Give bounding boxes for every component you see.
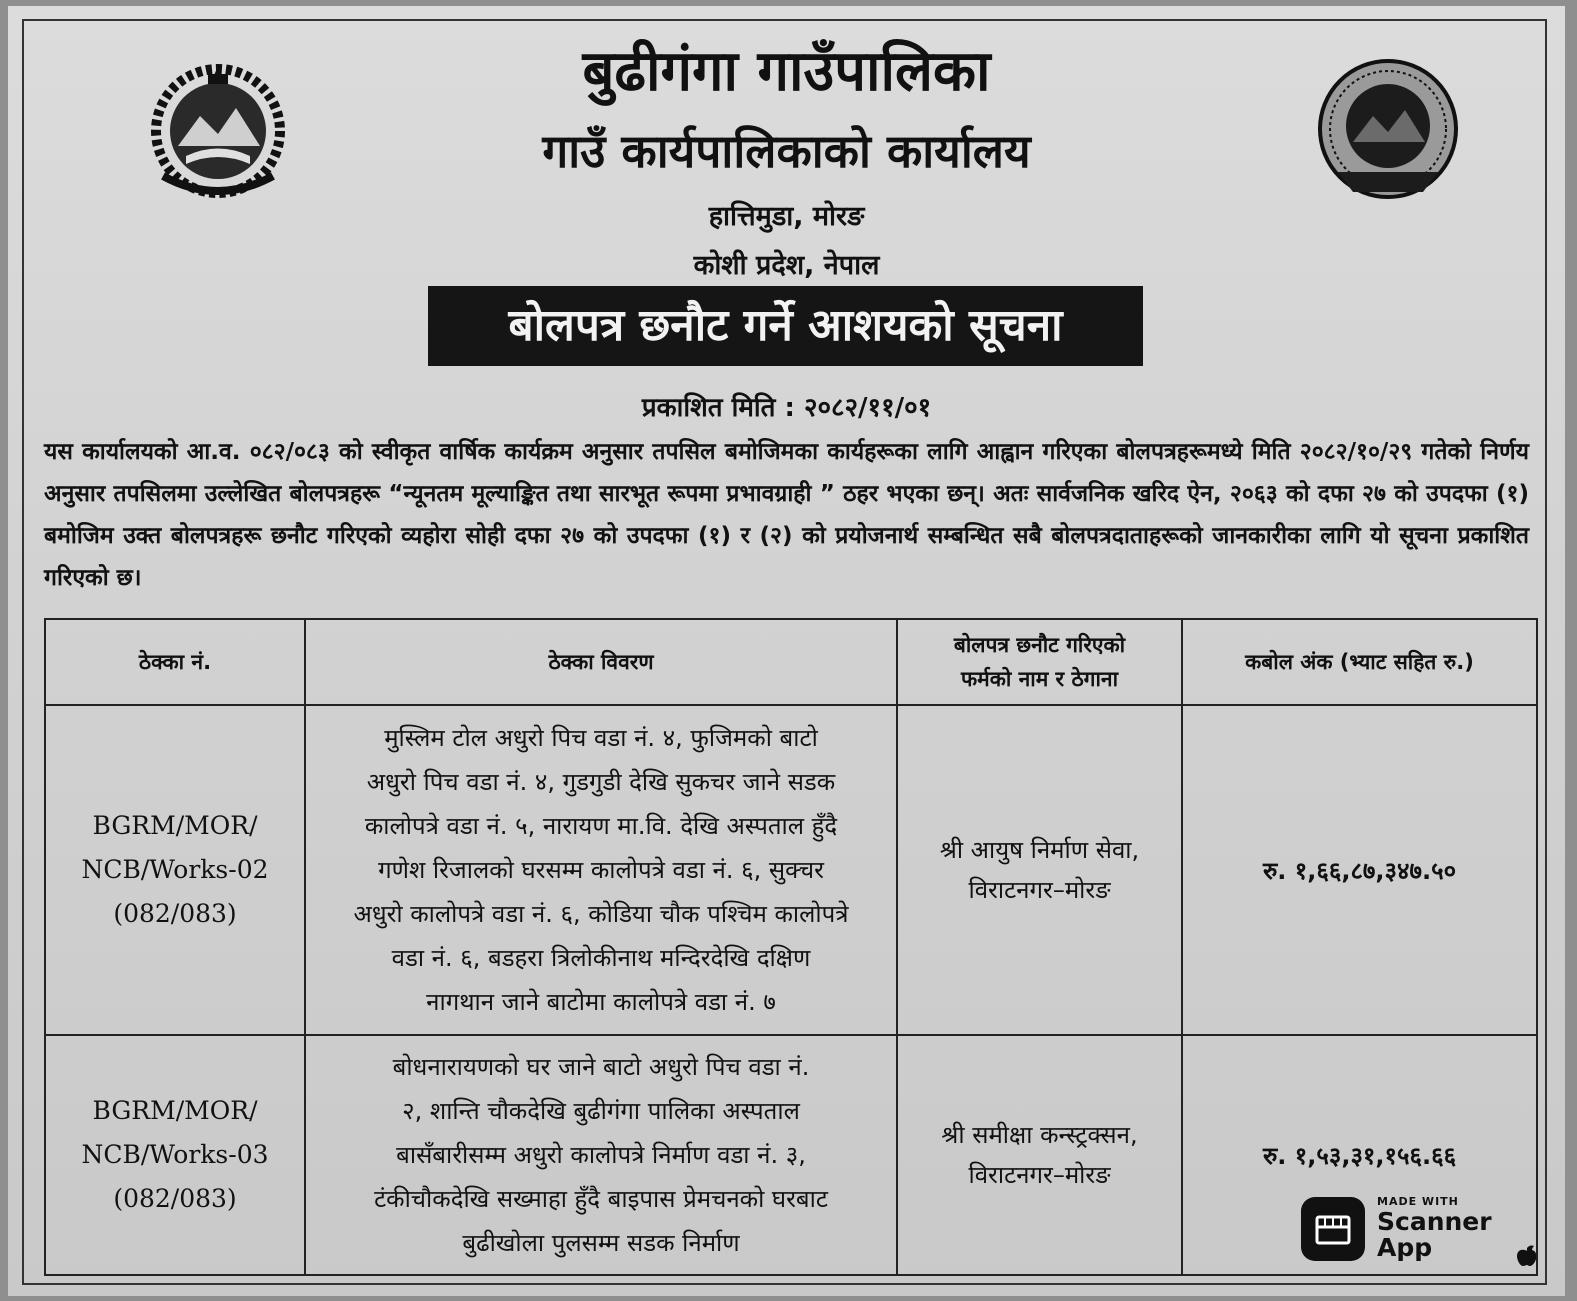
description-line: बोधनारायणको घर जाने बाटो अधुरो पिच वडा नं.	[392, 1053, 810, 1081]
contract-no-line: NCB/Works-02	[81, 855, 269, 884]
newspaper-clipping	[8, 6, 1565, 1296]
published-date: प्रकाशित मिति : २०८२/११/०१	[641, 393, 932, 423]
header-firm-line-2: फर्मको नाम र ठेगाना	[960, 667, 1119, 691]
scanner-app-watermark	[1291, 1191, 1561, 1271]
notice-title: बोलपत्र छनौट गर्ने आशयको सूचना	[428, 286, 1143, 366]
description-cell	[305, 705, 897, 1035]
description-line: अधुरो कालोपत्रे वडा नं. ६, कोडिया चौक पश्चिम कालोपत्रे	[353, 900, 849, 928]
header-firm	[897, 619, 1182, 705]
header-contract-no: ठेक्का नं.	[45, 619, 305, 705]
firm-name: श्री आयुष निर्माण सेवा,	[939, 836, 1140, 864]
description-line: २, शान्ति चौकदेखि बुढीगंगा पालिका अस्पताल	[402, 1097, 800, 1125]
description-line: नागथान जाने बाटोमा कालोपत्रे वडा नं. ७	[426, 988, 776, 1016]
header-description: ठेक्का विवरण	[305, 619, 897, 705]
contract-no-line: (082/083)	[113, 899, 237, 928]
contract-no-cell	[45, 1035, 305, 1275]
watermark-app-name	[1377, 1209, 1517, 1261]
notice-body: यस कार्यालयको आ.व. ०८२/०८३ को स्वीकृत वार्षिक कार्यक्रम अनुसार तपसिल बमोजिमका कार्यहरूका लागि आह्वान गरिएका बोलपत्रहरूमध्ये मिति २०८२/१०/२९ गतेको निर्णय अनुसार तपसिलमा उल्लेखित बोलपत्रहरू “न्यूनतम मूल्याङ्कित तथा सारभूत रूपमा प्रभावग्राही ” ठहर भएका छन्। अतः सार्वजनिक खरिद ऐन, २०६३ को दफा २७ को उपदफा (१) बमोजिम उक्त बोलपत्रहरू छनौट गरिएको व्यहोरा सोही दफा २७ को उपदफा (१) र (२) को प्रयोजनार्थ सम्बन्धित सबै बोलपत्रदाताहरूको जानकारीका लागि यो सूचना प्रकाशित गरिएको छ।	[44, 439, 1529, 591]
description-line: गणेश रिजालको घरसम्म कालोपत्रे वडा नं. ६, सुक्चर	[378, 856, 824, 884]
scanner-app-icon	[1301, 1197, 1365, 1261]
table-header-row	[45, 619, 1537, 705]
firm-address: विराटनगर–मोरङ	[968, 876, 1111, 904]
watermark-line-2: App	[1377, 1233, 1433, 1262]
municipality-name: बुढीगंगा गाउँपालिका	[582, 39, 991, 104]
description-line: बासँबारीसम्म अधुरो कालोपत्रे निर्माण वडा नं. ३,	[396, 1141, 806, 1169]
firm-address: विराटनगर–मोरङ	[968, 1161, 1111, 1189]
description-line: वडा नं. ६, बडहरा त्रिलोकीनाथ मन्दिरदेखि दक्षिण	[391, 944, 811, 972]
description-line: मुस्लिम टोल अधुरो पिच वडा नं. ४, फुजिमको बाटो	[384, 724, 818, 752]
description-line: बुढीखोला पुलसम्म सडक निर्माण	[462, 1229, 740, 1257]
firm-name: श्री समीक्षा कन्स्ट्रक्सन,	[941, 1121, 1138, 1149]
firm-cell	[897, 705, 1182, 1035]
address-line-2: कोशी प्रदेश, नेपाल	[693, 250, 880, 281]
header-firm-line-1: बोलपत्र छनौट गरिएको	[953, 633, 1126, 657]
firm-cell	[897, 1035, 1182, 1275]
amount-cell: रु. १,५३,३१,१५६.६६	[1182, 1035, 1537, 1275]
watermark-made-with: MADE WITH	[1377, 1195, 1459, 1208]
office-name: गाउँ कार्यपालिकाको कार्यालय	[542, 124, 1031, 178]
contract-no-line: BGRM/MOR/	[92, 811, 258, 840]
tender-table	[44, 618, 1538, 1276]
description-line: अधुरो पिच वडा नं. ४, गुडगुडी देखि सुकचर जाने सडक	[366, 768, 836, 796]
amount-cell: रु. १,६६,८७,३४७.५०	[1182, 705, 1537, 1035]
contract-no-cell	[45, 705, 305, 1035]
table-row	[45, 705, 1537, 1035]
apple-logo-icon	[1516, 1241, 1538, 1267]
description-cell	[305, 1035, 897, 1275]
contract-no-line: BGRM/MOR/	[92, 1096, 258, 1125]
description-line: टंकीचौकदेखि सख्माहा हुँदै बाइपास प्रेमचनको घरबाट	[374, 1185, 828, 1213]
contract-no-line: NCB/Works-03	[81, 1140, 269, 1169]
watermark-line-1: Scanner	[1377, 1207, 1492, 1236]
address-line-1: हात्तिमुडा, मोरङ	[708, 201, 865, 232]
description-line: कालोपत्रे वडा नं. ५, नारायण मा.वि. देखि अस्पताल हुँदै	[364, 812, 838, 840]
header-amount: कबोल अंक (भ्याट सहित रु.)	[1182, 619, 1537, 705]
contract-no-line: (082/083)	[113, 1184, 237, 1213]
